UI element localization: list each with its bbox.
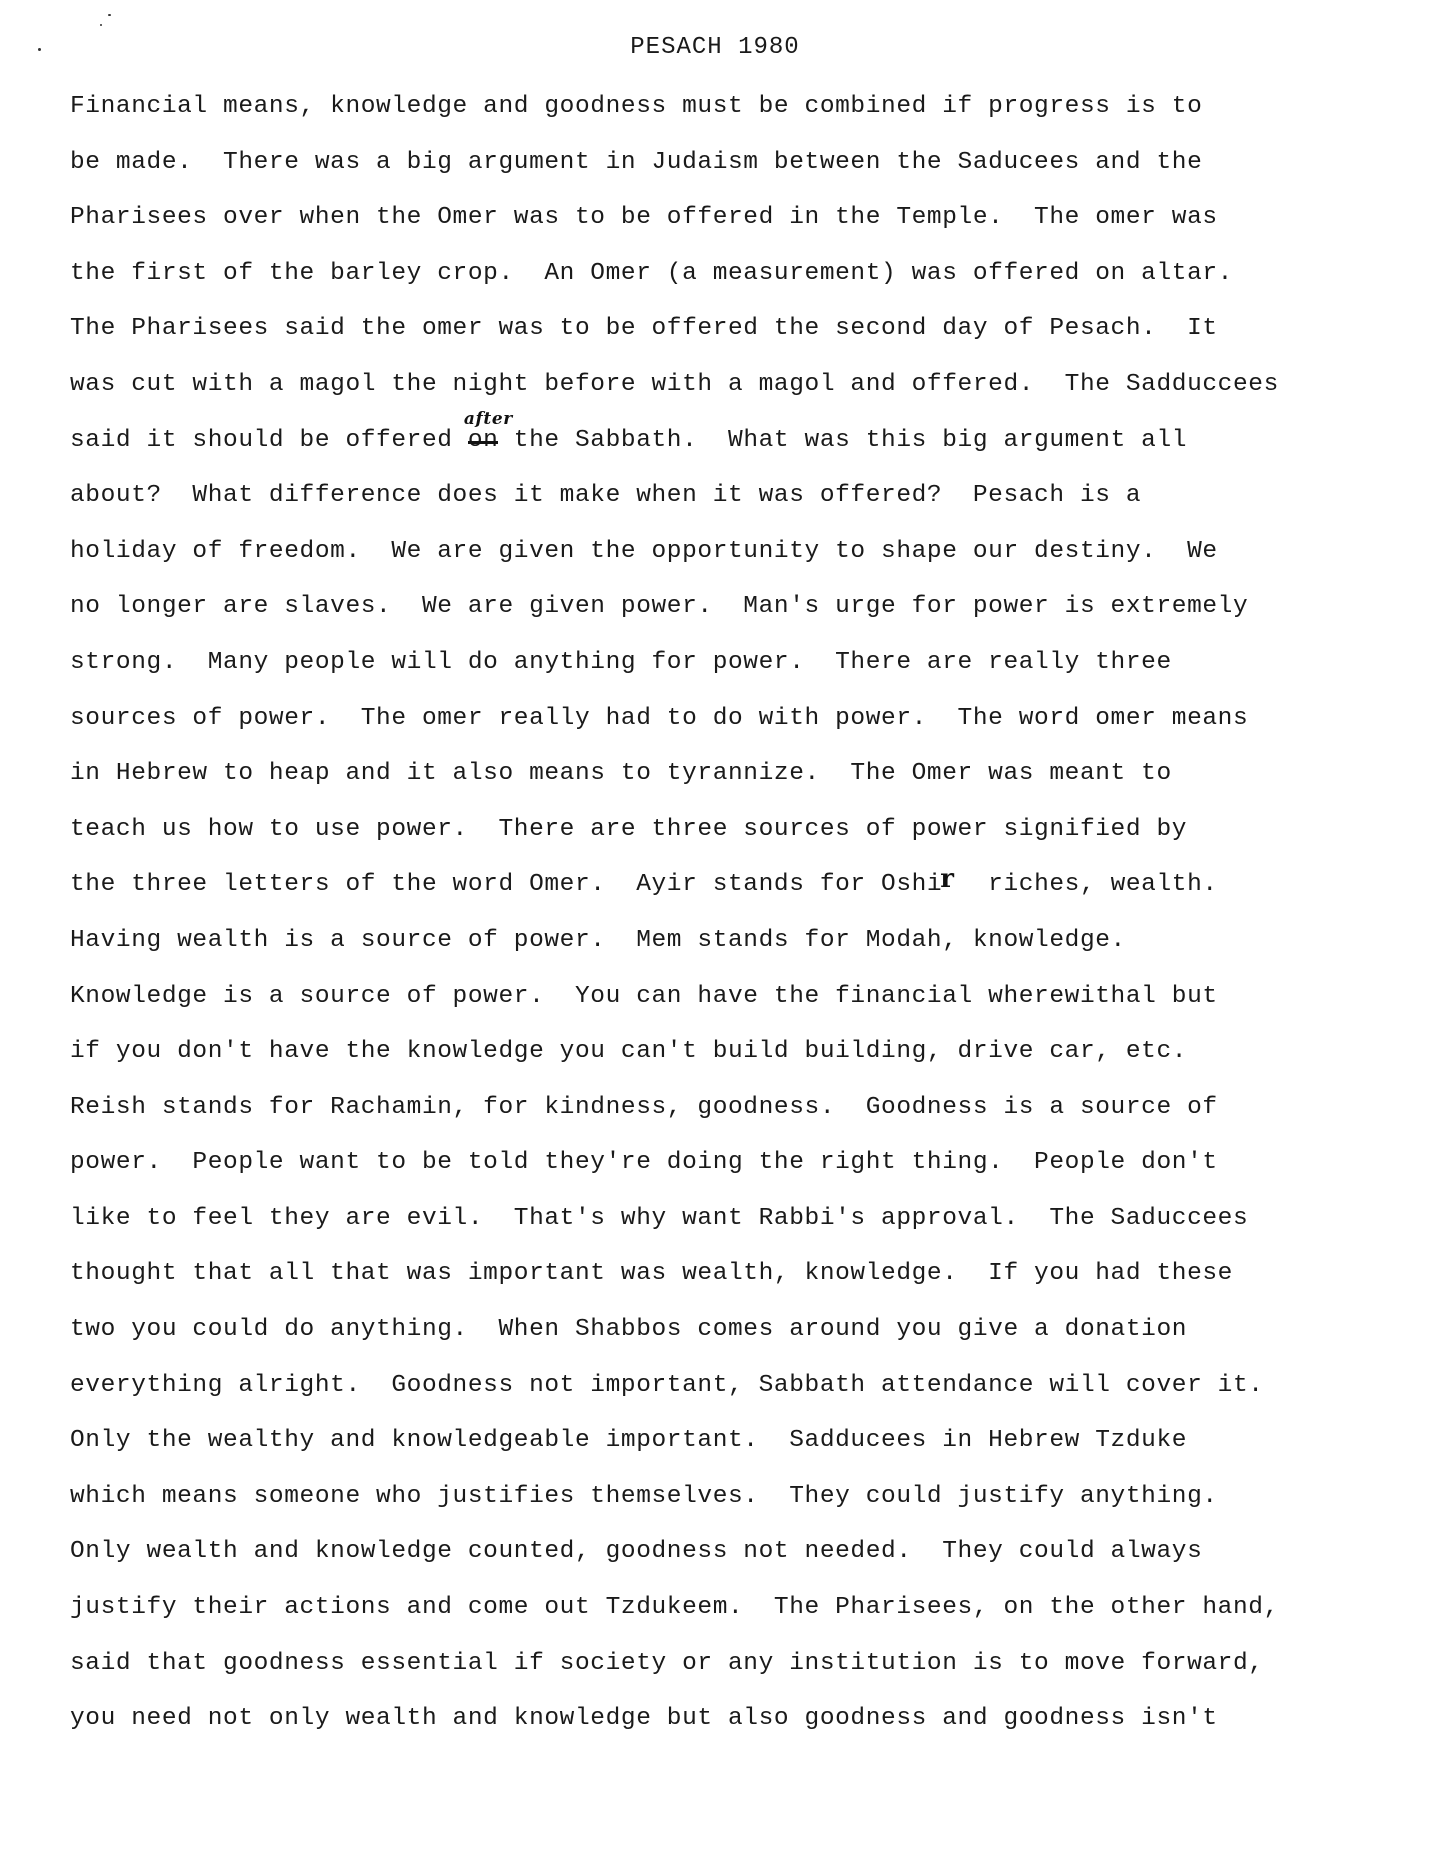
text-line: everything alright. Goodness not important, Sabbath attendance will cover it. bbox=[70, 1371, 1264, 1399]
scan-speck bbox=[108, 14, 111, 16]
text-line: holiday of freedom. We are given the opportunity to shape our destiny. We bbox=[70, 537, 1218, 565]
scan-speck bbox=[100, 24, 102, 26]
text-line: The Pharisees said the omer was to be offered the second day of Pesach. It bbox=[70, 315, 1218, 343]
text-line: sources of power. The omer really had to do with power. The word omer means bbox=[70, 704, 1249, 732]
text-line: power. People want to be told they're doing the right thing. People don't bbox=[70, 1149, 1218, 1177]
text-line-with-edit bbox=[70, 408, 1410, 474]
text-line: no longer are slaves. We are given power. Man's urge for power is extremely bbox=[70, 593, 1249, 621]
text-fragment: said it should be offered bbox=[70, 426, 468, 454]
text-line: Having wealth is a source of power. Mem stands for Modah, knowledge. bbox=[70, 926, 1126, 954]
strikethrough-mark bbox=[468, 441, 499, 444]
text-line: be made. There was a big argument in Judaism between the Saducees and the bbox=[70, 148, 1203, 176]
text-line: about? What difference does it make when it was offered? Pesach is a bbox=[70, 482, 1142, 510]
text-line: in Hebrew to heap and it also means to tyrannize. The Omer was meant to bbox=[70, 760, 1172, 788]
text-line: two you could do anything. When Shabbos comes around you give a donation bbox=[70, 1316, 1188, 1344]
text-fragment: the Sabbath. What was this big argument all bbox=[498, 426, 1188, 454]
text-line: like to feel they are evil. That's why want Rabbi's approval. The Saduccees bbox=[70, 1204, 1249, 1232]
text-line-with-edit bbox=[70, 862, 1410, 918]
handwritten-correction bbox=[942, 862, 973, 908]
text-line: Knowledge is a source of power. You can have the financial wherewithal but bbox=[70, 982, 1218, 1010]
text-line: Only the wealthy and knowledgeable important. Sadducees in Hebrew Tzduke bbox=[70, 1427, 1188, 1455]
text-line: if you don't have the knowledge you can't build building, drive car, etc. bbox=[70, 1038, 1188, 1066]
text-line: justify their actions and come out Tzdukeem. The Pharisees, on the other hand, bbox=[70, 1594, 1279, 1622]
text-line: thought that all that was important was wealth, knowledge. If you had these bbox=[70, 1260, 1233, 1288]
text-line: Only wealth and knowledge counted, goodness not needed. They could always bbox=[70, 1538, 1203, 1566]
text-fragment: the three letters of the word Omer. Ayir stands for Oshi bbox=[70, 871, 943, 899]
handwritten-insertion: after bbox=[463, 408, 513, 429]
text-line: teach us how to use power. There are three sources of power signified by bbox=[70, 815, 1188, 843]
text-line: the first of the barley crop. An Omer (a measurement) was offered on altar. bbox=[70, 259, 1233, 287]
text-line: said that goodness essential if society or any institution is to move forward, bbox=[70, 1649, 1264, 1677]
text-line: you need not only wealth and knowledge but also goodness and goodness isn't bbox=[70, 1705, 1218, 1733]
correction-glyph: r bbox=[940, 864, 955, 895]
text-line: Pharisees over when the Omer was to be offered in the Temple. The omer was bbox=[70, 204, 1218, 232]
text-line: was cut with a magol the night before with a magol and offered. The Sadduccees bbox=[70, 370, 1279, 398]
page-title: PESACH 1980 bbox=[630, 34, 800, 61]
struck-word bbox=[463, 408, 513, 464]
text-line: Reish stands for Rachamin, for kindness, goodness. Goodness is a source of bbox=[70, 1093, 1218, 1121]
text-fragment: riches, wealth. bbox=[972, 871, 1218, 899]
text-line: Financial means, knowledge and goodness must be combined if progress is to bbox=[70, 93, 1203, 120]
body-text bbox=[70, 84, 1410, 1752]
text-line: strong. Many people will do anything for power. There are really three bbox=[70, 648, 1172, 676]
text-line: which means someone who justifies themselves. They could justify anything. bbox=[70, 1482, 1218, 1510]
